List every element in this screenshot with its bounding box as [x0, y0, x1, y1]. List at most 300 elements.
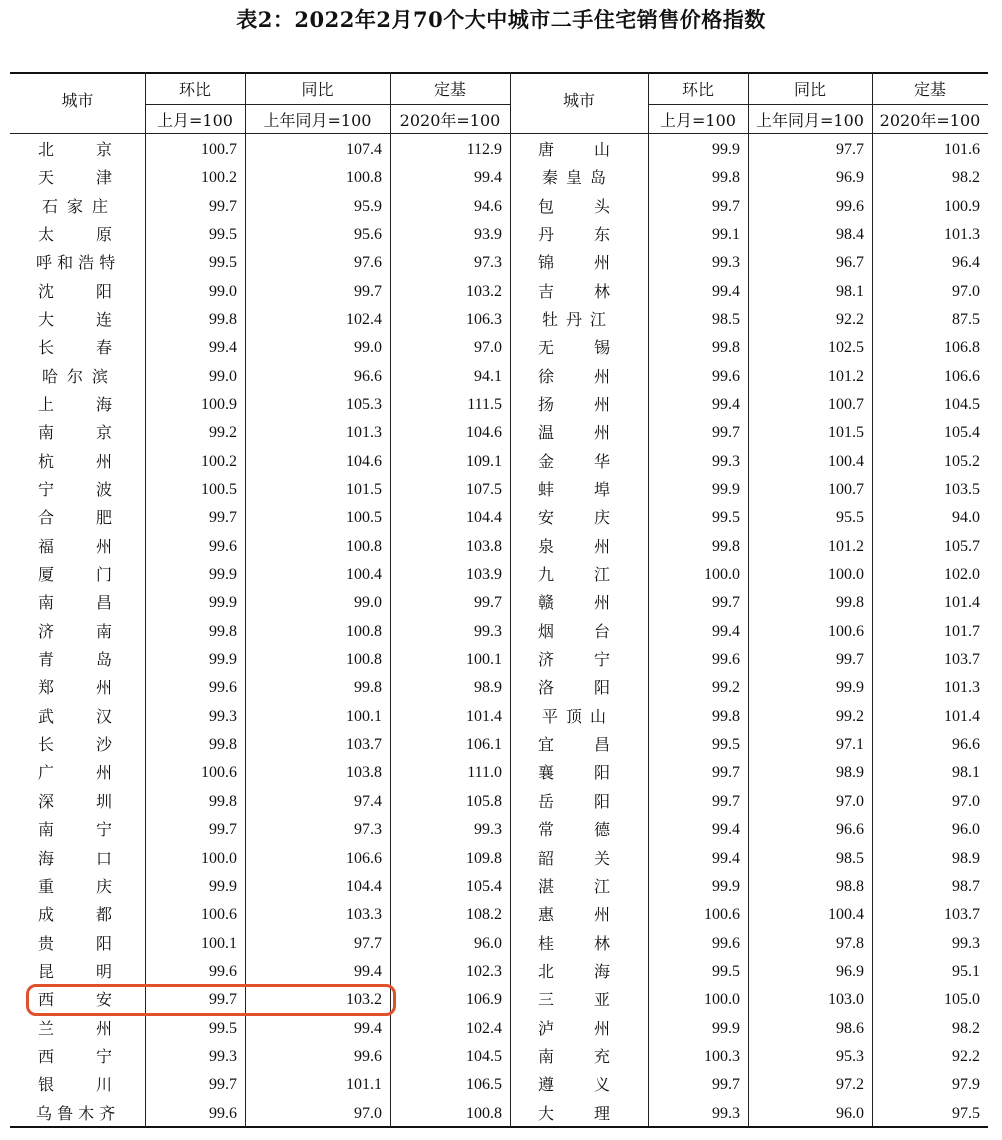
fixed-base-value: 103.8 [466, 537, 502, 555]
mom-value: 99.9 [712, 141, 740, 158]
mom-value: 99.9 [209, 566, 237, 584]
city-name: 岳 阳 [538, 791, 610, 811]
fixed-base-value: 111.0 [467, 764, 502, 782]
yoy-value: 99.7 [354, 282, 382, 300]
city-name: 遵 义 [538, 1075, 610, 1095]
mom-value: 99.9 [712, 481, 740, 499]
fixed-base-value: 102.3 [466, 962, 502, 980]
mom-value: 99.6 [712, 934, 740, 952]
mom-value: 99.9 [209, 594, 237, 612]
fixed-base-value: 99.3 [474, 622, 502, 640]
yoy-value: 105.3 [346, 396, 382, 414]
mom-value: 100.0 [704, 991, 740, 1009]
yoy-value: 100.1 [346, 707, 382, 725]
yoy-value: 96.7 [836, 254, 864, 272]
fixed-base-value: 105.7 [944, 537, 980, 555]
yoy-value: 101.3 [346, 424, 382, 442]
city-name: 青 岛 [38, 650, 112, 670]
yoy-value: 101.1 [346, 1076, 382, 1094]
city-name: 太 原 [38, 225, 112, 245]
yoy-value: 100.4 [346, 566, 382, 584]
city-name: 泉 州 [538, 536, 610, 556]
fixed-base-value: 96.6 [952, 736, 980, 754]
city-name: 丹 东 [538, 225, 610, 245]
column-divider [510, 72, 511, 1126]
city-name: 深 圳 [38, 791, 112, 811]
fixed-base-value: 104.5 [944, 396, 980, 414]
header-sub-rule [648, 104, 988, 105]
fixed-base-value: 105.4 [944, 424, 980, 442]
fixed-base-value: 101.7 [944, 622, 980, 640]
yoy-value: 96.9 [836, 962, 864, 980]
city-name: 三 亚 [538, 990, 610, 1010]
fixed-base-value: 109.8 [466, 849, 502, 867]
fixed-base-value: 112.9 [466, 141, 502, 158]
mom-value: 99.8 [712, 169, 740, 187]
mom-value: 99.4 [712, 622, 740, 640]
yoy-value: 99.7 [836, 651, 864, 669]
mom-value: 99.2 [712, 679, 740, 697]
city-name: 沈 阳 [38, 281, 112, 301]
yoy-value: 99.8 [836, 594, 864, 612]
header-city: 城市 [61, 91, 94, 110]
mom-value: 99.8 [712, 537, 740, 555]
yoy-value: 102.5 [828, 339, 864, 357]
fixed-base-value: 93.9 [474, 226, 502, 244]
yoy-value: 97.8 [836, 934, 864, 952]
top-rule [10, 72, 988, 74]
fixed-base-value: 106.3 [466, 311, 502, 329]
yoy-value: 96.0 [836, 1104, 864, 1122]
mom-value: 99.8 [712, 707, 740, 725]
fixed-base-value: 106.5 [466, 1076, 502, 1094]
header-mom-base: 上月=100 [660, 111, 736, 130]
header-mom-base: 上月=100 [157, 111, 233, 130]
yoy-value: 97.0 [836, 792, 864, 810]
fixed-base-value: 102.4 [466, 1019, 502, 1037]
fixed-base-value: 104.6 [466, 424, 502, 442]
mom-value: 100.3 [704, 1047, 740, 1065]
city-name: 济 南 [38, 621, 112, 641]
fixed-base-value: 99.3 [474, 821, 502, 839]
fixed-base-value: 103.9 [466, 566, 502, 584]
fixed-base-value: 94.0 [952, 509, 980, 527]
yoy-value: 100.7 [828, 481, 864, 499]
yoy-value: 97.2 [836, 1076, 864, 1094]
fixed-base-value: 101.6 [944, 141, 980, 158]
fixed-base-value: 105.2 [944, 452, 980, 470]
fixed-base-value: 94.6 [474, 197, 502, 215]
fixed-base-value: 99.4 [474, 169, 502, 187]
fixed-base-value: 106.8 [944, 339, 980, 357]
yoy-value: 103.2 [346, 991, 382, 1009]
yoy-value: 99.6 [354, 1047, 382, 1065]
yoy-value: 103.0 [828, 991, 864, 1009]
city-name: 郑 州 [38, 678, 112, 698]
header-yoy-base: 上年同月=100 [263, 111, 372, 130]
city-name: 上 海 [38, 395, 112, 415]
mom-value: 100.0 [201, 849, 237, 867]
yoy-value: 99.6 [836, 197, 864, 215]
city-name: 贵 阳 [38, 933, 112, 953]
fixed-base-value: 100.8 [466, 1104, 502, 1122]
yoy-value: 100.8 [346, 537, 382, 555]
header-mom: 环比 [178, 80, 211, 99]
header-yoy: 同比 [301, 80, 334, 99]
fixed-base-value: 103.2 [466, 282, 502, 300]
city-name: 海 口 [38, 848, 112, 868]
city-name: 锦 州 [538, 253, 610, 273]
mom-value: 99.2 [209, 424, 237, 442]
mom-value: 99.9 [712, 1019, 740, 1037]
city-name: 兰 州 [38, 1018, 112, 1038]
city-name: 天 津 [38, 168, 112, 188]
city-name: 杭 州 [38, 451, 112, 471]
city-name: 西 安 [38, 990, 112, 1010]
city-name: 广 州 [38, 763, 112, 783]
mom-value: 99.7 [209, 991, 237, 1009]
city-name: 赣 州 [538, 593, 610, 613]
yoy-value: 95.5 [836, 509, 864, 527]
mom-value: 99.9 [209, 651, 237, 669]
yoy-value: 96.6 [354, 367, 382, 385]
city-name: 湛 江 [538, 876, 610, 896]
mom-value: 99.5 [209, 1019, 237, 1037]
yoy-value: 100.4 [828, 452, 864, 470]
mom-value: 99.5 [209, 226, 237, 244]
city-name: 金 华 [538, 451, 610, 471]
city-name: 厦 门 [38, 565, 112, 585]
fixed-base-value: 96.0 [952, 821, 980, 839]
city-name: 呼 和 浩 特 [36, 253, 116, 273]
yoy-value: 92.2 [836, 311, 864, 329]
mom-value: 99.3 [209, 1047, 237, 1065]
mom-value: 99.3 [209, 707, 237, 725]
mom-value: 99.8 [209, 792, 237, 810]
city-name: 安 庆 [538, 508, 610, 528]
mom-value: 99.6 [712, 651, 740, 669]
city-name: 九 江 [538, 565, 610, 585]
city-name: 乌 鲁 木 齐 [36, 1103, 116, 1123]
city-name: 泸 州 [538, 1018, 610, 1038]
mom-value: 99.5 [209, 254, 237, 272]
mom-value: 99.9 [712, 877, 740, 895]
fixed-base-value: 96.4 [952, 254, 980, 272]
city-name: 吉 林 [538, 281, 610, 301]
fixed-base-value: 94.1 [474, 367, 502, 385]
header-bottom-rule [10, 133, 988, 134]
yoy-value: 103.3 [346, 906, 382, 924]
mom-value: 99.3 [712, 1104, 740, 1122]
fixed-base-value: 106.1 [466, 736, 502, 754]
fixed-base-value: 95.1 [952, 962, 980, 980]
city-name: 南 京 [38, 423, 112, 443]
mom-value: 100.7 [201, 141, 237, 158]
fixed-base-value: 98.1 [952, 764, 980, 782]
yoy-value: 100.0 [828, 566, 864, 584]
yoy-value: 103.7 [346, 736, 382, 754]
mom-value: 99.5 [712, 962, 740, 980]
fixed-base-value: 97.0 [952, 792, 980, 810]
mom-value: 99.5 [712, 509, 740, 527]
header-fixed-base: 2020年=100 [399, 111, 501, 130]
mom-value: 99.4 [209, 339, 237, 357]
city-name: 南 充 [538, 1046, 610, 1066]
fixed-base-value: 106.9 [466, 991, 502, 1009]
yoy-value: 107.4 [346, 141, 382, 158]
yoy-value: 99.4 [354, 1019, 382, 1037]
city-name: 唐 山 [538, 140, 610, 159]
yoy-value: 97.1 [836, 736, 864, 754]
city-name: 蚌 埠 [538, 480, 610, 500]
yoy-value: 100.5 [346, 509, 382, 527]
yoy-value: 100.7 [828, 396, 864, 414]
yoy-value: 99.0 [354, 339, 382, 357]
mom-value: 99.4 [712, 282, 740, 300]
fixed-base-value: 103.5 [944, 481, 980, 499]
yoy-value: 101.5 [346, 481, 382, 499]
fixed-base-value: 97.5 [952, 1104, 980, 1122]
mom-value: 98.5 [712, 311, 740, 329]
fixed-base-value: 104.5 [466, 1047, 502, 1065]
fixed-base-value: 98.2 [952, 1019, 980, 1037]
city-name: 宜 昌 [538, 735, 610, 755]
yoy-value: 100.8 [346, 169, 382, 187]
yoy-value: 97.3 [354, 821, 382, 839]
yoy-value: 97.6 [354, 254, 382, 272]
city-name: 武 汉 [38, 706, 112, 726]
fixed-base-value: 102.0 [944, 566, 980, 584]
mom-value: 99.0 [209, 282, 237, 300]
yoy-value: 97.4 [354, 792, 382, 810]
city-name: 大 理 [538, 1103, 610, 1123]
fixed-base-value: 99.7 [474, 594, 502, 612]
mom-value: 100.9 [201, 396, 237, 414]
header-sub-rule [145, 104, 510, 105]
yoy-value: 100.8 [346, 622, 382, 640]
fixed-base-value: 100.9 [944, 197, 980, 215]
city-name: 长 沙 [38, 735, 112, 755]
yoy-value: 98.8 [836, 877, 864, 895]
mom-value: 99.8 [209, 311, 237, 329]
yoy-value: 100.4 [828, 906, 864, 924]
city-name: 长 春 [38, 338, 112, 358]
mom-value: 99.3 [712, 452, 740, 470]
yoy-value: 98.6 [836, 1019, 864, 1037]
fixed-base-value: 107.5 [466, 481, 502, 499]
mom-value: 100.5 [201, 481, 237, 499]
fixed-base-value: 104.4 [466, 509, 502, 527]
fixed-base-value: 111.5 [467, 396, 502, 414]
yoy-value: 99.2 [836, 707, 864, 725]
header-fixed-base: 2020年=100 [879, 111, 981, 130]
city-name: 常 德 [538, 820, 610, 840]
yoy-value: 95.3 [836, 1047, 864, 1065]
mom-value: 99.6 [209, 679, 237, 697]
yoy-value: 104.6 [346, 452, 382, 470]
fixed-base-value: 98.2 [952, 169, 980, 187]
mom-value: 100.2 [201, 169, 237, 187]
fixed-base-value: 98.7 [952, 877, 980, 895]
fixed-base-value: 98.9 [952, 849, 980, 867]
header-fixed: 定基 [433, 80, 466, 99]
page-title: 表2：2022年2月70个大中城市二手住宅销售价格指数 [236, 7, 766, 32]
mom-value: 99.7 [209, 509, 237, 527]
yoy-value: 99.9 [836, 679, 864, 697]
mom-value: 99.7 [712, 594, 740, 612]
mom-value: 99.7 [712, 792, 740, 810]
city-name: 韶 关 [538, 848, 610, 868]
highlight-box [26, 984, 396, 1016]
city-name: 重 庆 [38, 876, 112, 896]
mom-value: 99.7 [712, 424, 740, 442]
header-fixed: 定基 [913, 80, 946, 99]
fixed-base-value: 92.2 [952, 1047, 980, 1065]
yoy-value: 99.8 [354, 679, 382, 697]
city-name: 秦 皇 岛 [542, 168, 606, 188]
fixed-base-value: 105.4 [466, 877, 502, 895]
yoy-value: 103.8 [346, 764, 382, 782]
header-mom: 环比 [681, 80, 714, 99]
yoy-value: 98.4 [836, 226, 864, 244]
city-name: 无 锡 [538, 338, 610, 358]
yoy-value: 100.8 [346, 651, 382, 669]
yoy-value: 97.0 [354, 1104, 382, 1122]
mom-value: 100.6 [201, 764, 237, 782]
mom-value: 99.8 [712, 339, 740, 357]
yoy-value: 99.4 [354, 962, 382, 980]
mom-value: 99.3 [712, 254, 740, 272]
city-name: 北 京 [38, 140, 112, 159]
mom-value: 99.8 [209, 736, 237, 754]
city-name: 惠 州 [538, 905, 610, 925]
city-name: 成 都 [38, 905, 112, 925]
fixed-base-value: 103.7 [944, 906, 980, 924]
fixed-base-value: 87.5 [952, 311, 980, 329]
fixed-base-value: 98.9 [474, 679, 502, 697]
city-name: 襄 阳 [538, 763, 610, 783]
mom-value: 99.1 [712, 226, 740, 244]
yoy-value: 97.7 [354, 934, 382, 952]
city-name: 哈 尔 滨 [42, 366, 108, 386]
mom-value: 100.6 [201, 906, 237, 924]
mom-value: 100.2 [201, 452, 237, 470]
city-name: 济 宁 [538, 650, 610, 670]
city-name: 牡 丹 江 [542, 310, 606, 330]
mom-value: 99.7 [209, 197, 237, 215]
city-name: 包 头 [538, 196, 610, 216]
fixed-base-value: 99.3 [952, 934, 980, 952]
yoy-value: 98.1 [836, 282, 864, 300]
mom-value: 99.5 [712, 736, 740, 754]
yoy-value: 101.2 [828, 537, 864, 555]
yoy-value: 96.6 [836, 821, 864, 839]
yoy-value: 97.7 [836, 141, 864, 158]
yoy-value: 98.9 [836, 764, 864, 782]
fixed-base-value: 97.3 [474, 254, 502, 272]
yoy-value: 102.4 [346, 311, 382, 329]
fixed-base-value: 109.1 [466, 452, 502, 470]
fixed-base-value: 97.0 [474, 339, 502, 357]
mom-value: 99.9 [209, 877, 237, 895]
mom-value: 99.7 [209, 821, 237, 839]
fixed-base-value: 105.0 [944, 991, 980, 1009]
city-name: 温 州 [538, 423, 610, 443]
mom-value: 99.7 [712, 197, 740, 215]
yoy-value: 104.4 [346, 877, 382, 895]
fixed-base-value: 101.3 [944, 679, 980, 697]
city-name: 大 连 [38, 310, 112, 330]
city-name: 南 昌 [38, 593, 112, 613]
mom-value: 99.6 [712, 367, 740, 385]
fixed-base-value: 101.4 [944, 594, 980, 612]
mom-value: 100.0 [704, 566, 740, 584]
fixed-base-value: 97.0 [952, 282, 980, 300]
city-name: 合 肥 [38, 508, 112, 528]
city-name: 扬 州 [538, 395, 610, 415]
fixed-base-value: 97.9 [952, 1076, 980, 1094]
fixed-base-value: 96.0 [474, 934, 502, 952]
fixed-base-value: 103.7 [944, 651, 980, 669]
city-name: 北 海 [538, 961, 610, 981]
city-name: 烟 台 [538, 621, 610, 641]
mom-value: 99.7 [712, 1076, 740, 1094]
fixed-base-value: 105.8 [466, 792, 502, 810]
city-name: 银 川 [38, 1075, 112, 1095]
mom-value: 99.4 [712, 821, 740, 839]
mom-value: 99.6 [209, 537, 237, 555]
fixed-base-value: 108.2 [466, 906, 502, 924]
city-name: 平 顶 山 [542, 706, 606, 726]
mom-value: 99.4 [712, 396, 740, 414]
fixed-base-value: 100.1 [466, 651, 502, 669]
mom-value: 99.7 [712, 764, 740, 782]
city-name: 宁 波 [38, 480, 112, 500]
yoy-value: 95.6 [354, 226, 382, 244]
mom-value: 99.8 [209, 622, 237, 640]
yoy-value: 98.5 [836, 849, 864, 867]
mom-value: 100.1 [201, 934, 237, 952]
mom-value: 99.6 [209, 1104, 237, 1122]
mom-value: 99.4 [712, 849, 740, 867]
city-name: 洛 阳 [538, 678, 610, 698]
yoy-value: 101.5 [828, 424, 864, 442]
fixed-base-value: 101.3 [944, 226, 980, 244]
fixed-base-value: 106.6 [944, 367, 980, 385]
city-name: 石 家 庄 [42, 196, 108, 216]
header-yoy: 同比 [793, 80, 826, 99]
city-name: 昆 明 [38, 961, 112, 981]
mom-value: 99.7 [209, 1076, 237, 1094]
city-name: 西 宁 [38, 1046, 112, 1066]
city-name: 福 州 [38, 536, 112, 556]
fixed-base-value: 101.4 [466, 707, 502, 725]
fixed-base-value: 101.4 [944, 707, 980, 725]
header-city: 城市 [562, 91, 595, 110]
yoy-value: 95.9 [354, 197, 382, 215]
yoy-value: 100.6 [828, 622, 864, 640]
city-name: 徐 州 [538, 366, 610, 386]
yoy-value: 99.0 [354, 594, 382, 612]
mom-value: 100.6 [704, 906, 740, 924]
mom-value: 99.0 [209, 367, 237, 385]
yoy-value: 96.9 [836, 169, 864, 187]
yoy-value: 101.2 [828, 367, 864, 385]
yoy-value: 106.6 [346, 849, 382, 867]
city-name: 桂 林 [538, 933, 610, 953]
header-yoy-base: 上年同月=100 [756, 111, 864, 130]
mom-value: 99.6 [209, 962, 237, 980]
